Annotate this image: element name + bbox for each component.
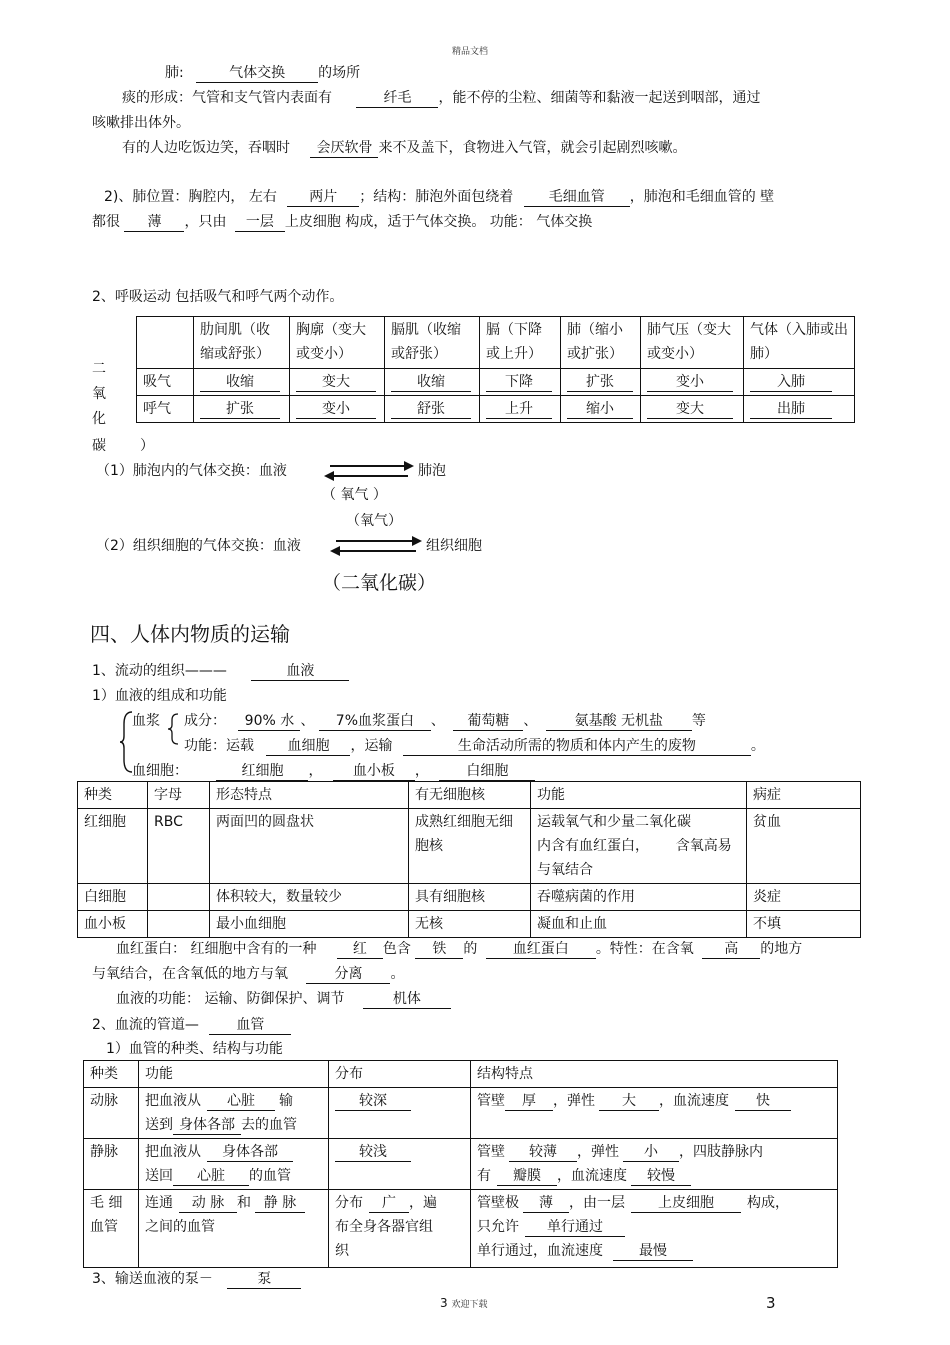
- cell: 血小板: [78, 911, 148, 938]
- table-row-rbc: [78, 809, 861, 884]
- section4-title: 四、人体内物质的运输: [90, 622, 290, 646]
- blank-blood-cells: 血细胞: [266, 738, 350, 756]
- blank-separate: 分离: [306, 966, 390, 984]
- brace-icon: [166, 712, 180, 746]
- cell: 变大: [641, 396, 744, 423]
- table-row-capillary: [84, 1190, 838, 1268]
- cell: 入肺: [744, 369, 855, 396]
- phlegm-line2: 咳嗽排出体外。: [92, 115, 190, 131]
- footer-page-number: 3 欢迎下载: [440, 1296, 488, 1310]
- cell: 较深: [329, 1088, 471, 1139]
- blank-hemoglobin: 血红蛋白: [486, 941, 596, 959]
- cell: 下降: [480, 369, 561, 396]
- blank-two: 两片: [287, 189, 359, 207]
- cell: 红细胞: [78, 809, 148, 884]
- cell: 管壁 厚 ，弹性 大 ，血流速度 快: [471, 1088, 838, 1139]
- table-row-platelet: [78, 911, 861, 938]
- cell: 变大: [290, 369, 385, 396]
- th-diaphragm-muscle: 膈肌（收缩或舒张）: [385, 317, 480, 369]
- exchange2-label: （2）组织细胞的气体交换：血液: [96, 538, 301, 554]
- vessel-table: [83, 1060, 838, 1268]
- cell: 上升: [480, 396, 561, 423]
- cell: 变小: [641, 369, 744, 396]
- blank-iron: 铁: [415, 941, 463, 959]
- breath-header-row: [137, 317, 855, 369]
- cell: 贫血: [747, 809, 861, 884]
- cell: 连通 动 脉 和 静 脉 之间的血管: [139, 1190, 329, 1268]
- blank-rbc: 红细胞: [216, 763, 308, 781]
- th-lung-pressure: 肺气压（变大或变小）: [641, 317, 744, 369]
- cell-label: 吸气: [137, 369, 194, 396]
- blank-wbc: 白细胞: [439, 763, 535, 781]
- th-diaphragm: 膈（下降或上升）: [480, 317, 561, 369]
- cell: 炎症: [747, 884, 861, 911]
- cell: 舒张: [385, 396, 480, 423]
- blank-phlegm: 纤毛: [356, 90, 438, 108]
- cell: [148, 911, 210, 938]
- cell: 凝血和止血: [531, 911, 747, 938]
- cell: 无核: [409, 911, 531, 938]
- cell: 毛 细 血管: [84, 1190, 139, 1268]
- double-arrow-icon: [328, 535, 424, 557]
- lung-line: 肺: 气体交换 的场所: [165, 65, 361, 81]
- co2-char: 二: [92, 361, 106, 377]
- blood-func-line: 血液的功能： 运输、防御保护、调节 机体: [116, 988, 451, 1009]
- cell: 把血液从 身体各部 送回 心脏 的血管: [139, 1139, 329, 1190]
- th-disease: 病症: [747, 782, 861, 809]
- footer-right-number: 3: [766, 1294, 776, 1312]
- exchange2-target: 组织细胞: [426, 538, 482, 554]
- pump-line: 3、输送血液的泵－ 泵: [92, 1268, 301, 1289]
- cell: [148, 884, 210, 911]
- th-thorax: 胸廓（变大或变小）: [290, 317, 385, 369]
- cell: 静脉: [84, 1139, 139, 1190]
- cell: 动脉: [84, 1088, 139, 1139]
- th-kind: 种类: [78, 782, 148, 809]
- co2-char: 氧: [92, 386, 106, 402]
- th-lung: 肺（缩小或扩张）: [561, 317, 641, 369]
- table-row-wbc: [78, 884, 861, 911]
- blank-platelet: 血小板: [333, 763, 415, 781]
- co2-char: 化: [92, 411, 106, 427]
- cell: 较浅: [329, 1139, 471, 1190]
- exchange2-bottom: （二氧化碳）: [322, 572, 437, 594]
- th-gas: 气体（入肺或出肺）: [744, 317, 855, 369]
- breath-title: 2、呼吸运动 包括吸气和呼气两个动作。: [92, 289, 344, 305]
- breath-table: [136, 316, 855, 423]
- co2-paren: ）: [140, 438, 154, 454]
- blank-water: 90% 水: [238, 713, 300, 731]
- blank-high: 高: [702, 941, 760, 959]
- vessel-subtitle: 1）血管的种类、结构与功能: [106, 1041, 283, 1057]
- blood-cell-table: [77, 781, 861, 938]
- cell-table-header: [78, 782, 861, 809]
- wall-line: 都很 薄 ，只由 一层 上皮细胞 构成，适于气体交换。 功能： 气体交换: [92, 214, 593, 230]
- double-arrow-icon: [322, 460, 416, 482]
- cell: 白细胞: [78, 884, 148, 911]
- cell: 收缩: [194, 369, 290, 396]
- cell: RBC: [148, 809, 210, 884]
- cell-label: 呼气: [137, 396, 194, 423]
- vessel-title: 2、血流的管道— 血管: [92, 1014, 291, 1035]
- blank-pump: 泵: [227, 1271, 301, 1289]
- page-header: 精品文档: [452, 47, 489, 57]
- th-shape: 形态特点: [210, 782, 409, 809]
- cell: 具有细胞核: [409, 884, 531, 911]
- th-intercostal: 肋间肌（收缩或舒张）: [194, 317, 290, 369]
- th-function: 功能: [531, 782, 747, 809]
- table-row-vein: [84, 1139, 838, 1190]
- blank-protein: 7%血浆蛋白: [319, 713, 431, 731]
- cell: 扩张: [561, 369, 641, 396]
- cell: 扩张: [194, 396, 290, 423]
- cell: 两面凹的圆盘状: [210, 809, 409, 884]
- cell: 最小血细胞: [210, 911, 409, 938]
- cells-line: 血细胞： 红细胞 ， 血小板 ， 白细胞: [132, 760, 535, 781]
- eating-line: 有的人边吃饭边笑，吞咽时 会厌软骨 来不及盖下，食物进入气管，就会引起剧烈咳嗽。: [122, 140, 687, 156]
- blank-body: 机体: [363, 991, 451, 1009]
- hb-line: 血红蛋白： 红细胞中含有的一种 红 色含 铁 的 血红蛋白 。特性：在含氧 高 的地方: [116, 941, 803, 957]
- th-kind: 种类: [84, 1061, 139, 1088]
- th-letter: 字母: [148, 782, 210, 809]
- blank-glucose: 葡萄糖: [453, 713, 523, 731]
- blank-substances: 生命活动所需的物质和体内产生的废物: [403, 738, 751, 756]
- blank-capillary: 毛细血管: [524, 189, 630, 207]
- plasma-func-line: 功能：运载 血细胞 ，运输 生命活动所需的物质和体内产生的废物 。: [184, 738, 765, 754]
- cell: 体积较大，数量较少: [210, 884, 409, 911]
- blank-red: 红: [337, 941, 383, 959]
- co2-char: 碳: [92, 438, 106, 454]
- cell: 吞噬病菌的作用: [531, 884, 747, 911]
- cell: 收缩: [385, 369, 480, 396]
- cell: 管壁 较薄 ，弹性 小 ，四肢静脉内 有 瓣膜 ，血流速度 较慢: [471, 1139, 838, 1190]
- table-row-artery: [84, 1088, 838, 1139]
- blank-thin: 薄: [124, 214, 184, 232]
- plasma-label: 血浆: [132, 713, 160, 729]
- exchange2-top: （氧气）: [346, 513, 402, 529]
- cell: 出肺: [744, 396, 855, 423]
- breath-row-exhale: [137, 396, 855, 423]
- blank-amino: 氨基酸 无机盐: [546, 713, 692, 731]
- exchange1-target: 肺泡: [418, 463, 446, 479]
- cell: 缩小: [561, 396, 641, 423]
- blank-lung: 气体交换: [196, 65, 318, 83]
- plasma-comp-line: 成分： 90% 水 、 7%血浆蛋白 、 葡萄糖 、 氨基酸 无机盐 等: [184, 713, 706, 729]
- th-structure: 结构特点: [471, 1061, 838, 1088]
- cell: 管壁极 薄 ，由一层 上皮细胞 构成， 只允许 单行通过 单行通过，血流速度 最慢: [471, 1190, 838, 1268]
- hb-line2: 与氧结合，在含氧低的地方与氧 分离 。: [92, 966, 405, 982]
- phlegm-line: 痰的形成：气管和支气管内表面有 纤毛 ，能不停的尘粒、细菌等和黏液一起送到咽部，通过: [122, 90, 761, 106]
- exchange1-label: （1）肺泡内的气体交换：血液: [96, 463, 287, 479]
- cell: 分布 广 ，遍 布全身各器官组 织: [329, 1190, 471, 1268]
- cell: 运载氧气和少量二氧化碳 内含有血红蛋白， 含氧高易与氧结合: [531, 809, 747, 884]
- flow-org-line: 1、流动的组织——— 血液: [92, 660, 349, 681]
- cell: 变小: [290, 396, 385, 423]
- blood-comp-title: 1）血液的组成和功能: [92, 688, 227, 704]
- cell: 把血液从 心脏 输 送到 身体各部 去的血管: [139, 1088, 329, 1139]
- cell: 成熟红细胞无细胞核: [409, 809, 531, 884]
- th-nucleus: 有无细胞核: [409, 782, 531, 809]
- blank-epiglottis: 会厌软骨: [310, 140, 378, 158]
- breath-row-inhale: [137, 369, 855, 396]
- blank-vessel: 血管: [209, 1017, 291, 1035]
- th-blank: [137, 317, 194, 369]
- blank-one-layer: 一层: [235, 214, 285, 232]
- exchange1-paren: （ 氧气 ）: [322, 487, 387, 503]
- th-distribution: 分布: [329, 1061, 471, 1088]
- lung-position-line: 2)、肺位置：胸腔内， 左右 两片 ；结构：肺泡外面包绕着 毛细血管 ，肺泡和毛细血管的 壁: [104, 189, 775, 205]
- blank-blood: 血液: [251, 663, 349, 681]
- cell: 不填: [747, 911, 861, 938]
- vessel-header-row: [84, 1061, 838, 1088]
- th-function: 功能: [139, 1061, 329, 1088]
